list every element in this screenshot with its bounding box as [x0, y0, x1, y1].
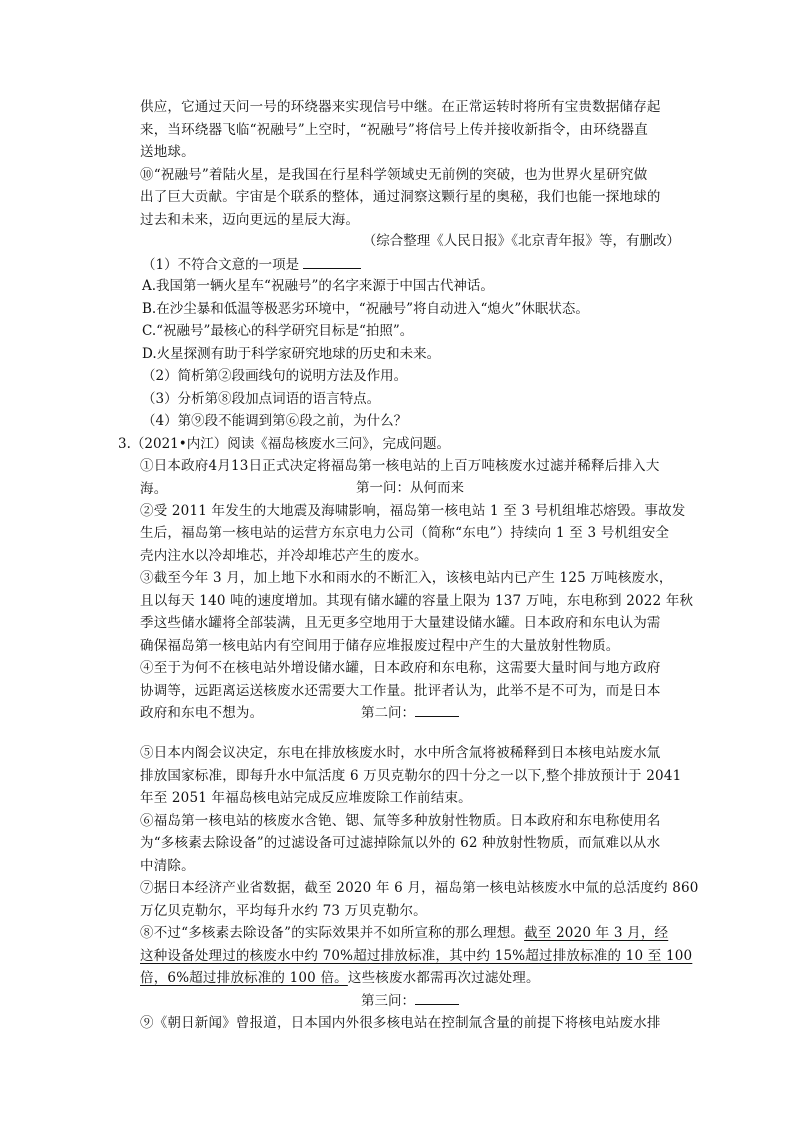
text-line: 来，当环绕器飞临“祝融号”上空时，“祝融号”将信号上传并接收新指令，由环绕器直: [140, 121, 648, 138]
paragraph-6: [140, 810, 680, 878]
option-b: B.在沙尘暴和低温等极恶劣环境中，“祝融号”将自动进入“熄火”休眠状态。: [142, 300, 589, 317]
text-line: 万亿贝克勒尔，平均每升水约 73 万贝克勒尔。: [140, 902, 427, 919]
text-line: 供应，它通过天问一号的环绕器来实现信号中继。在正常运转时将所有宝贵数据储存起: [140, 99, 661, 115]
text-line: [140, 945, 693, 968]
plain-text: 这些核废水都需再次过滤处理。: [347, 970, 540, 986]
text-line: 为“多核素去除设备”的过滤设备可过滤掉除氚以外的 62 种放射性物质，而氚难以从水: [140, 835, 661, 851]
underlined-sentence: 这种设备处理过的核废水中约 70%超过排放标准，其中约 15%超过排放标准的 10 至 100: [140, 947, 693, 964]
paragraph-7: [140, 877, 699, 922]
text-line: ⑦据日本经济产业省数据，截至 2020 年 6 月，福岛第一核电站核废水中氚的总活度约 860: [140, 880, 699, 896]
heading-question-2: [140, 701, 680, 725]
text-line: 过去和未来，迈向更远的星辰大海。: [140, 211, 360, 228]
answer-blank: [303, 253, 361, 269]
option-d: D.火星探测有助于科学家研究地球的历史和未来。: [142, 345, 441, 362]
text-line: ⑩“祝融号”着陆火星，是我国在行星科学领域史无前例的突破，也为世界火星研究做: [140, 166, 648, 183]
heading-question-3: [140, 989, 680, 1013]
text-line: 中清除。: [140, 857, 195, 874]
source-citation: （综合整理《人民日报》《北京青年报》等，有删改）: [362, 233, 680, 249]
heading-question-1: 第一问：从何而来: [356, 480, 464, 496]
text-line: ③截至今年 3 月，加上地下水和雨水的不断汇入，该核电站内已产生 125 万吨核废水，: [140, 570, 673, 586]
text-line: [140, 922, 680, 945]
text-line: [140, 967, 680, 990]
text-line: 协调等，远距离运送核废水还需要大工作量。批评者认为，此举不是不可为，而是日本: [140, 682, 661, 699]
paragraph-10: [140, 164, 680, 232]
text-line: ①日本政府4月13日正式决定将福岛第一核电站的上百万吨核废水过滤并稀释后排入大: [140, 458, 660, 474]
text-line: 壳内注水以冷却堆芯，并冷却堆芯产生的废水。: [140, 547, 428, 564]
paragraph-9: [140, 1012, 680, 1035]
paragraph-2: [140, 500, 686, 568]
text-line: 年至 2051 年福岛核电站完成反应堆废除工作前结束。: [140, 790, 472, 806]
heading-label: 第二问：: [361, 705, 415, 721]
text-line: 季这些储水罐将全部装满，且无更多空地用于大量建设储水罐。日本政府和东电认为需: [140, 615, 661, 631]
text-line: 排放国家标准，即每升水中氚活度 6 万贝克勒尔的四十分之一以下,整个排放预计于 2041: [140, 767, 682, 784]
paragraph-5: [140, 742, 680, 810]
problem-title: （2021•内江）阅读《福岛核废水三问》，完成问题。: [130, 435, 450, 452]
passage-continuation: [140, 96, 680, 164]
problem-3-header: [118, 433, 450, 456]
question-2: （2）简析第②段画线句的说明方法及作用。: [142, 368, 408, 384]
text-line: 生后，福岛第一核电站的运营方东京电力公司（简称“东电”）持续向 1 至 3 号机组安全: [140, 525, 670, 541]
problem-number: 3.: [118, 435, 131, 452]
question-1-label: （1）不符合文意的一项是: [142, 256, 300, 273]
text-line: 且以每天 140 吨的速度增加。其现有储水罐的容量上限为 137 万吨，东电称到 2022 年秋: [140, 592, 694, 609]
question-3: （3）分析第⑧段加点词语的语言特点。: [142, 390, 381, 407]
text-line: ②受 2011 年发生的大地震及海啸影响，福岛第一核电站 1 至 3 号机组堆芯熔毁。事故发: [140, 502, 686, 519]
text-line: 送地球。: [140, 144, 195, 160]
option-a: A.我国第一辆火星车“祝融号”的名字来源于中国古代神话。: [142, 278, 494, 294]
text-line: 海。: [140, 480, 168, 497]
option-c: C.“祝融号”最核心的科学研究目标是“拍照”。: [142, 323, 414, 339]
heading-label: 第三问：: [361, 993, 415, 1009]
text-line: ⑨《朝日新闻》曾报道，日本国内外很多核电站在控制氚含量的前提下将核电站废水排: [140, 1015, 661, 1031]
text-line: 政府和东电不想为。: [140, 705, 264, 721]
question-4: （4）第⑨段不能调到第⑥段之前，为什么？: [142, 413, 408, 429]
underlined-sentence: 倍，6%超过排放标准的 100 倍。: [140, 970, 348, 986]
text-line: ④至于为何不在核电站外增设储水罐，日本政府和东电称，这需要大量时间与地方政府: [140, 660, 661, 676]
paragraph-3: [140, 567, 694, 657]
question-1: [142, 253, 682, 277]
paragraph-8: [140, 922, 693, 990]
heading-blank: [415, 701, 459, 717]
heading-blank: [415, 989, 459, 1005]
text-line: ⑥福岛第一核电站的核废水含铯、锶、氚等多种放射性物质。日本政府和东电称使用名: [140, 812, 661, 829]
plain-text: ⑧不过“多核素去除设备”的实际效果并不如所宣称的那么理想。: [140, 925, 525, 941]
text-line: ⑤日本内阁会议决定，东电在排放核废水时，水中所含氚将被稀释到日本核电站废水氚: [140, 745, 661, 761]
underlined-sentence: 截至 2020 年 3 月，经: [524, 925, 669, 941]
text-line: 确保福岛第一核电站内有空间用于储存应堆报废过程中产生的大量放射性物质。: [140, 637, 620, 654]
text-line: 出了巨大贡献。宇宙是个联系的整体，通过洞察这颗行星的奥秘，我们也能一探地球的: [140, 189, 661, 205]
